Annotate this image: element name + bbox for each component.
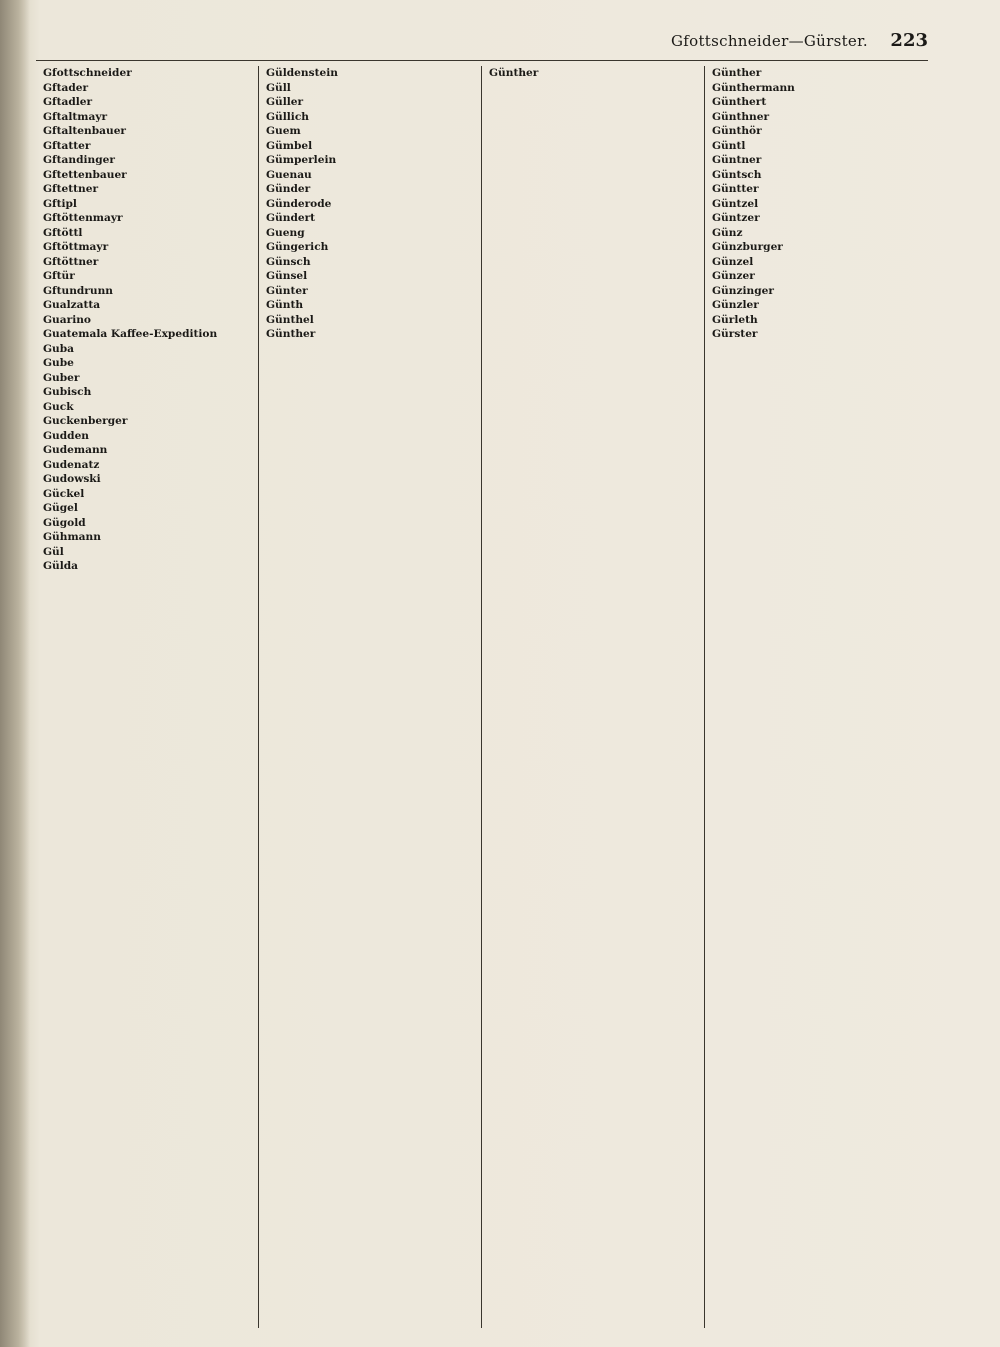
entry-surname: Gügold <box>43 516 86 529</box>
directory-entry <box>43 95 251 110</box>
directory-entry <box>266 182 474 197</box>
directory-entry <box>712 66 921 81</box>
entry-surname: Günzel <box>712 255 754 268</box>
directory-entry <box>43 472 251 487</box>
directory-entry <box>712 211 921 226</box>
entry-surname: Gftöttenmayr <box>43 212 123 224</box>
entry-surname: Guem <box>266 125 301 137</box>
directory-column-1 <box>36 66 259 1328</box>
entry-surname: Günder <box>266 183 311 195</box>
entry-surname: Gfottschneider <box>43 67 132 79</box>
directory-entry <box>43 182 251 197</box>
directory-entry <box>712 110 921 125</box>
directory-entry <box>266 139 474 154</box>
entry-surname: Gügel <box>43 502 78 514</box>
entry-surname: Güntzer <box>712 212 760 224</box>
directory-entry <box>43 400 251 415</box>
entry-surname: Günther <box>712 67 762 79</box>
directory-entry <box>712 197 921 212</box>
entry-surname: Güntsch <box>712 168 762 181</box>
directory-entry <box>712 298 921 313</box>
entry-surname: Gürleth <box>712 313 758 326</box>
directory-entry <box>43 81 251 96</box>
entry-surname: Gualzatta <box>43 299 101 311</box>
directory-entry <box>266 240 474 255</box>
entry-surname: Gudden <box>43 429 90 442</box>
entry-surname: Guatemala Kaffee-Expedition <box>43 328 218 340</box>
directory-columns <box>36 66 928 1328</box>
directory-entry <box>266 95 474 110</box>
directory-entry <box>43 545 251 560</box>
directory-entry <box>43 240 251 255</box>
directory-entry <box>489 66 697 81</box>
entry-surname: Güllich <box>266 110 309 123</box>
directory-entry <box>43 327 251 342</box>
entry-surname: Gftür <box>43 270 75 282</box>
entry-surname: Günsch <box>266 255 311 268</box>
directory-entry <box>712 95 921 110</box>
directory-entry <box>43 487 251 502</box>
directory-column-2 <box>259 66 482 1328</box>
book-gutter <box>0 0 30 1347</box>
entry-surname: Gül <box>43 545 64 558</box>
entry-surname: Gftaltenbauer <box>43 125 127 137</box>
entry-surname: Gückel <box>43 487 85 500</box>
directory-entry <box>43 197 251 212</box>
header-rule <box>36 60 928 61</box>
directory-entry <box>43 168 251 183</box>
running-head: Gfottschneider—Gürster. <box>671 32 868 50</box>
entry-surname: Günth <box>266 299 304 311</box>
directory-entry <box>43 458 251 473</box>
directory-entry <box>43 211 251 226</box>
entry-surname: Güldenstein <box>266 67 338 79</box>
directory-entry <box>266 284 474 299</box>
entry-surname: Günthel <box>266 313 314 326</box>
entry-surname: Gftöttl <box>43 226 83 239</box>
entry-surname: Guber <box>43 371 80 384</box>
entry-surname: Güll <box>266 81 291 94</box>
entry-surname: Gftettner <box>43 183 99 195</box>
directory-entry <box>43 342 251 357</box>
entry-surname: Gudemann <box>43 444 108 456</box>
directory-entry <box>43 559 251 574</box>
directory-entry <box>43 298 251 313</box>
entry-surname: Günzinger <box>712 284 774 297</box>
entry-surname: Günthermann <box>712 81 795 94</box>
entry-surname: Gftettenbauer <box>43 168 127 181</box>
directory-entry <box>43 313 251 328</box>
entry-surname: Gftöttner <box>43 255 99 268</box>
entry-surname: Günsel <box>266 270 308 282</box>
directory-entry <box>266 211 474 226</box>
directory-entry <box>712 327 921 342</box>
entry-surname: Günz <box>712 226 743 239</box>
directory-entry <box>43 516 251 531</box>
directory-entry <box>266 298 474 313</box>
directory-entry <box>43 226 251 241</box>
directory-entry <box>266 269 474 284</box>
entry-surname: Gueng <box>266 226 305 239</box>
entry-surname: Gftandinger <box>43 154 115 166</box>
directory-column-4 <box>705 66 928 1328</box>
entry-surname: Guenau <box>266 168 312 181</box>
directory-entry <box>43 110 251 125</box>
entry-surname: Gündert <box>266 212 316 224</box>
directory-entry <box>712 124 921 139</box>
directory-entry <box>266 313 474 328</box>
directory-entry <box>712 255 921 270</box>
entry-surname: Gftundrunn <box>43 284 113 297</box>
entry-surname: Güngerich <box>266 241 329 253</box>
directory-entry <box>266 81 474 96</box>
entry-surname: Güntter <box>712 183 759 195</box>
entry-surname: Guba <box>43 342 75 355</box>
entry-surname: Günzler <box>712 299 759 311</box>
directory-entry <box>43 139 251 154</box>
directory-entry <box>43 429 251 444</box>
entry-surname: Gülda <box>43 560 79 572</box>
entry-surname: Günzer <box>712 270 755 282</box>
entry-surname: Gümbel <box>266 139 313 152</box>
directory-entry <box>43 530 251 545</box>
directory-entry <box>43 269 251 284</box>
page-number: 223 <box>890 30 928 51</box>
entry-surname: Gftadler <box>43 96 93 108</box>
directory-entry <box>712 139 921 154</box>
directory-entry <box>266 66 474 81</box>
entry-surname: Gube <box>43 357 74 369</box>
directory-entry <box>43 385 251 400</box>
directory-entry <box>266 255 474 270</box>
entry-surname: Gftader <box>43 81 89 94</box>
entry-surname: Gftöttmayr <box>43 241 109 253</box>
directory-entry <box>712 81 921 96</box>
directory-column-3 <box>482 66 705 1328</box>
directory-entry <box>712 168 921 183</box>
entry-surname: Günderode <box>266 197 332 210</box>
entry-surname: Guck <box>43 400 74 413</box>
entry-surname: Gudowski <box>43 473 101 485</box>
directory-entry <box>266 110 474 125</box>
entry-surname: Günthert <box>712 96 767 108</box>
directory-entry <box>712 240 921 255</box>
directory-entry <box>43 66 251 81</box>
directory-entry <box>43 371 251 386</box>
directory-entry <box>43 356 251 371</box>
directory-entry <box>712 284 921 299</box>
entry-surname: Günthör <box>712 125 762 137</box>
page-header <box>36 30 928 56</box>
directory-entry <box>712 313 921 328</box>
entry-surname: Günter <box>266 284 308 297</box>
entry-surname: Gürster <box>712 328 758 340</box>
directory-entry <box>43 443 251 458</box>
directory-entry <box>43 153 251 168</box>
entry-surname: Gudenatz <box>43 458 100 471</box>
entry-surname: Günther <box>266 328 316 340</box>
directory-entry <box>43 284 251 299</box>
entry-surname: Gubisch <box>43 386 92 398</box>
entry-surname: Günthner <box>712 110 770 123</box>
entry-surname: Guckenberger <box>43 415 128 427</box>
entry-surname: Güntl <box>712 139 746 152</box>
directory-entry <box>712 269 921 284</box>
directory-entry <box>266 153 474 168</box>
entry-surname: Gühmann <box>43 531 101 543</box>
directory-entry <box>43 255 251 270</box>
directory-entry <box>43 501 251 516</box>
entry-surname: Günzburger <box>712 241 783 253</box>
directory-entry <box>266 168 474 183</box>
entry-surname: Gftaltmayr <box>43 110 108 123</box>
entry-surname: Gftatter <box>43 139 91 152</box>
entry-surname: Gftipl <box>43 197 77 210</box>
directory-entry <box>43 414 251 429</box>
entry-surname: Gümperlein <box>266 154 337 166</box>
directory-entry <box>712 226 921 241</box>
directory-entry <box>266 124 474 139</box>
directory-entry <box>712 153 921 168</box>
directory-entry <box>266 226 474 241</box>
entry-surname: Güller <box>266 96 304 108</box>
entry-surname: Güntzel <box>712 197 759 210</box>
entry-surname: Günther <box>489 67 539 79</box>
entry-surname: Güntner <box>712 154 762 166</box>
directory-entry <box>712 182 921 197</box>
directory-entry <box>266 327 474 342</box>
entry-surname: Guarino <box>43 313 91 326</box>
directory-entry <box>266 197 474 212</box>
directory-entry <box>43 124 251 139</box>
